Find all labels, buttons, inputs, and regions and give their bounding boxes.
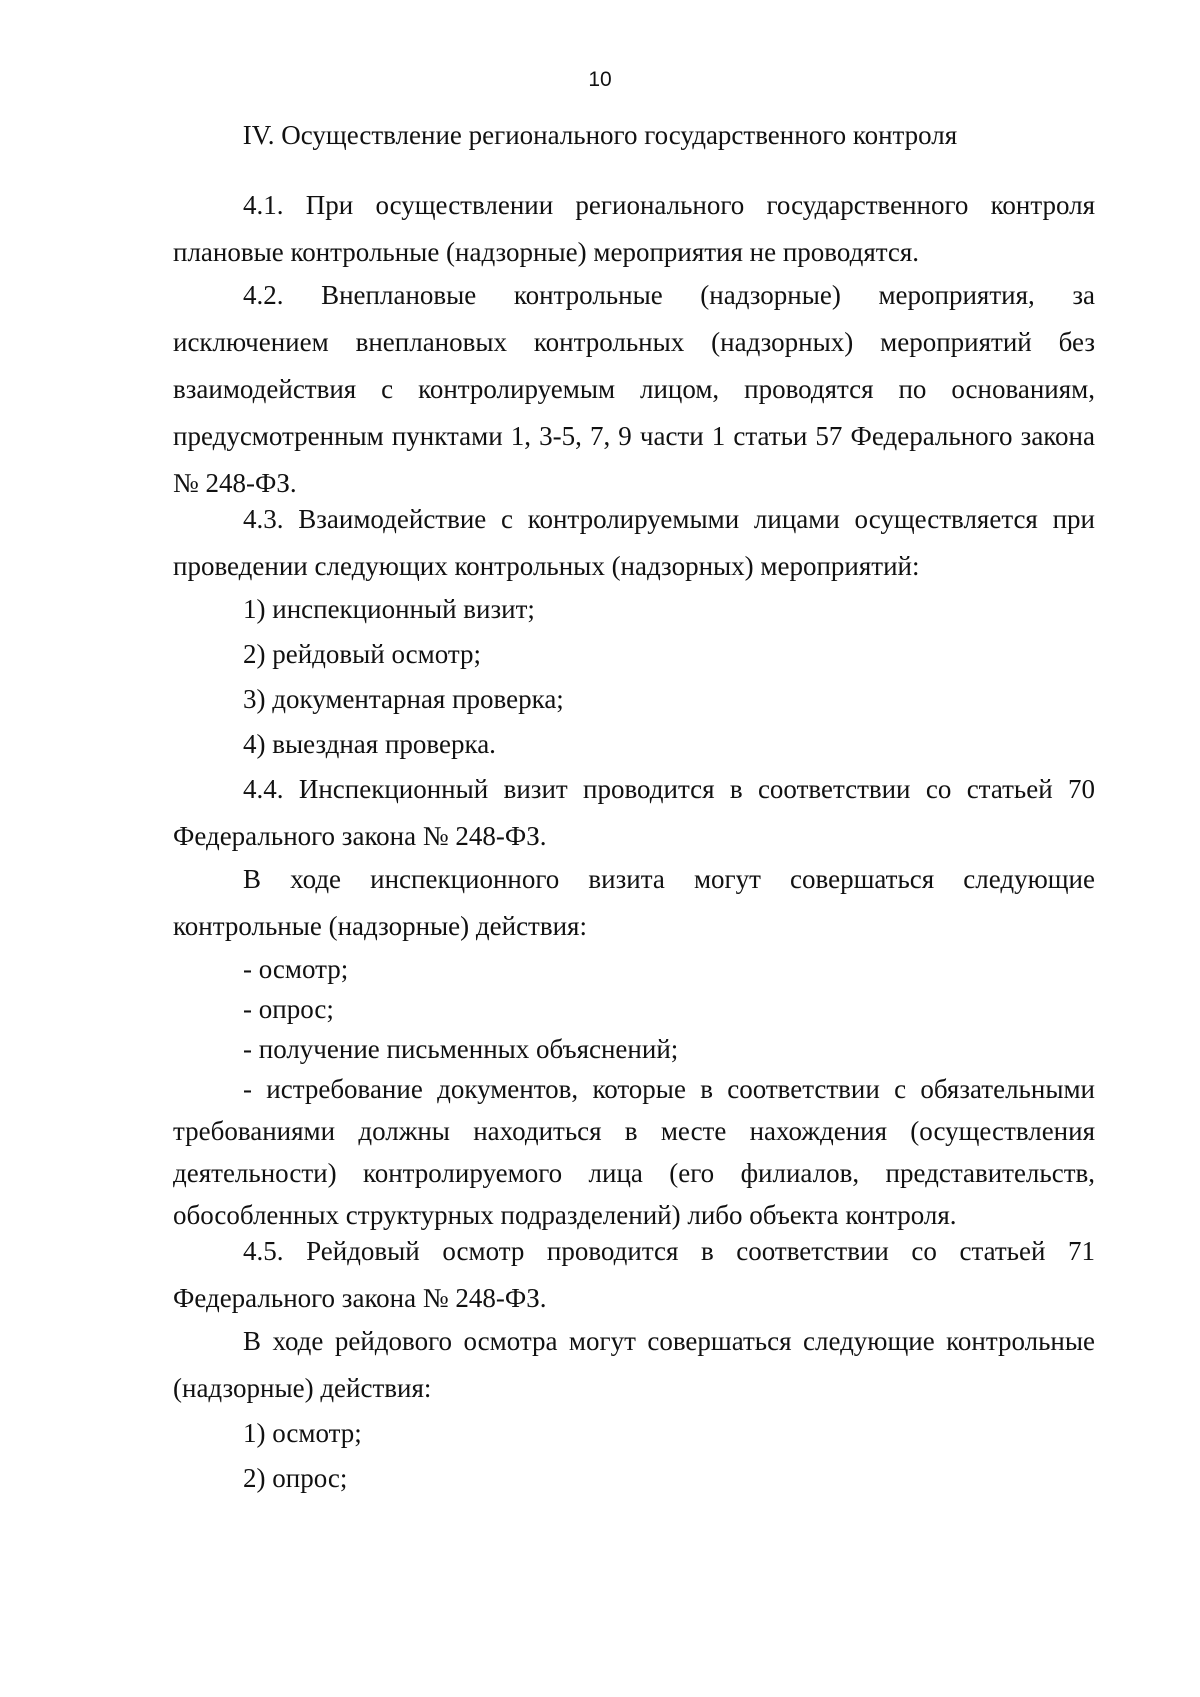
page-number: 10	[588, 68, 612, 91]
paragraph-4-4: 4.4. Инспекционный визит проводится в соответствии со статьей 70 Федерального закона № 248-ФЗ.	[173, 774, 1095, 851]
paragraph-4-3: 4.3. Взаимодействие с контролируемыми лицами осуществляется при проведении следующих контрольных (надзорных) мероприятий:	[173, 504, 1095, 581]
list-item: - осмотр;	[243, 954, 349, 984]
paragraph-4-2: 4.2. Внеплановые контрольные (надзорные) мероприятия, за исключением внеплановых контрольных (надзорных) мероприятий без взаимодействия с контролируемым лицом, проводятся по основаниям, предусмотренным пунктами 1, 3-5, 7, 9 части 1 статьи 57 Федерального закона № 248-ФЗ.	[173, 280, 1095, 498]
list-item: 4) выездная проверка.	[243, 729, 496, 759]
paragraph-4-5: 4.5. Рейдовый осмотр проводится в соответствии со статьей 71 Федерального закона № 248-ФЗ.	[173, 1236, 1095, 1313]
paragraph-4-1: 4.1. При осуществлении регионального государственного контроля плановые контрольные (надзорные) мероприятия не проводятся.	[173, 190, 1095, 267]
list-item: - опрос;	[243, 994, 334, 1024]
section-title: IV. Осуществление регионального государственного контроля	[242, 120, 958, 150]
list-item: 1) осмотр;	[243, 1418, 362, 1448]
list-item: - получение письменных объяснений;	[243, 1034, 679, 1064]
list-item: 2) рейдовый осмотр;	[243, 639, 482, 669]
paragraph-4-5-actions: В ходе рейдового осмотра могут совершаться следующие контрольные (надзорные) действия:	[173, 1326, 1095, 1403]
list-item: - истребование документов, которые в соответствии с обязательными требованиями должны находиться в месте нахождения (осуществления деятельности) контролируемого лица (его филиалов, представительств, обособленных структурных подразделений) либо объекта контроля.	[173, 1074, 1095, 1230]
list-item: 3) документарная проверка;	[243, 684, 564, 714]
list-item: 2) опрос;	[243, 1463, 348, 1493]
list-item: 1) инспекционный визит;	[243, 594, 535, 624]
paragraph-4-4-actions: В ходе инспекционного визита могут совершаться следующие контрольные (надзорные) действия:	[173, 864, 1095, 941]
